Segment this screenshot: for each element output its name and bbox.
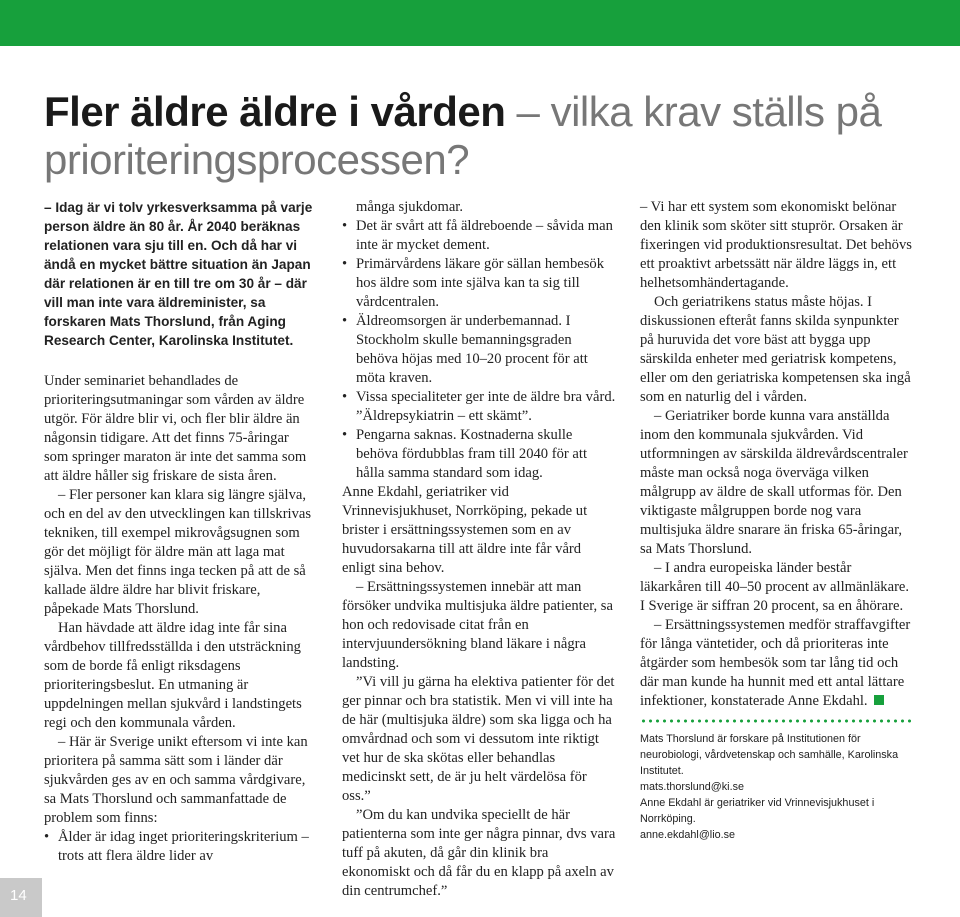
body-paragraph: Anne Ekdahl, geriatriker vid Vrinnevisjukhuset, Norrköping, pekade ut brister i ersättningssystemen som en av huvudorsakarna till att äldre inte får vård enligt sina behov. — [342, 484, 588, 576]
bio-thorslund: Mats Thorslund är forskare på Institutionen för neurobiologi, vårdvetenskap och samhälle, Karolinska Institutet. — [640, 733, 899, 777]
problem-list — [44, 828, 316, 866]
body-paragraph: Under seminariet behandlades de prioriteringsutmaningar som vården av äldre utgör. För äldre blir vi, och fler blir äldre än någonsin tidigare. Att det finns 75-åringar som springer maraton är inte det samma som att äldre håller sig friskare de sista åren. — [44, 373, 307, 484]
list-item: • Vissa specialiteter ger inte de äldre bra vård. ”Äldrepsykiatrin – ett skämt”. — [342, 388, 616, 426]
closing-text: – Ersättningssystemen medför straffavgifter för långa väntetider, och då prioriteras inte åtgärder som hembesök som tar lång tid och där man kunde ha hunnit med ett antal lättare infektioner, konstaterade Anne Ekdahl. — [640, 617, 911, 709]
column-3 — [640, 198, 912, 843]
body-paragraph: – Geriatriker borde kunna vara anställda inom den kommunala sjukvården. Vid utformningen av särskilda äldrevårdscentraler måste man också noga överväga vilken målgrupp av äldre de skall utformas för. Den viktigaste målgruppen borde nog vara multisjuka äldre snarare än friska 65-åringar, sa Mats Thorslund. — [640, 408, 908, 557]
email-thorslund: mats.thorslund@ki.se — [640, 781, 744, 793]
column-1 — [44, 198, 316, 866]
top-green-band — [0, 0, 960, 46]
list-item: • Äldreomsorgen är underbemannad. I Stockholm skulle bemanningsgraden behöva höjas med 10–20 procent för att möta kraven. — [342, 312, 616, 388]
list-item: • Primärvårdens läkare gör sällan hembesök hos äldre som inte själva kan ta sig till vårdcentralen. — [342, 255, 616, 312]
title-subtitle: – vilka krav ställs på prioriteringsprocessen? — [44, 88, 882, 183]
list-item: • Det är svårt att få äldreboende – såvida man inte är mycket dement. — [342, 217, 616, 255]
lead-paragraph: – Idag är vi tolv yrkesverksamma på varje person äldre än 80 år. År 2040 beräknas relationen vara sju till en. Och då har vi ändå en mycket bättre situation än Japan där relationen är en till tre om 30 år – där vill man inte vara äldreminister, sa forskaren Mats Thorslund, från Aging Research Center, Karolinska Institutet. — [44, 200, 313, 348]
body-paragraph — [640, 616, 912, 711]
end-square-icon — [874, 695, 884, 705]
body-paragraph: – Här är Sverige unikt eftersom vi inte kan prioritera på samma sätt som i länder där sjukvården ges av en och samma vårdgivare, sa Mats Thorslund och sammanfattade de problem som finns: — [44, 734, 308, 826]
body-paragraph: – I andra europeiska länder består läkarkåren till 40–50 procent av allmänläkare. I Sverige är siffran 20 procent, sa en åhörare. — [640, 560, 910, 614]
title-main: Fler äldre äldre i vården — [44, 88, 506, 135]
email-ekdahl: anne.ekdahl@lio.se — [640, 829, 735, 841]
column-2 — [342, 198, 616, 901]
body-paragraph: Och geriatrikens status måste höjas. I diskussionen efteråt fanns skilda synpunkter på huruvida det vore bäst att bygga upp särskilda enheter med geriatrisk kompetens, eller om den geriatriska kompetensen ska ingå som en naturlig del i vården. — [640, 294, 911, 405]
bio-ekdahl: Anne Ekdahl är geriatriker vid Vrinnevisjukhuset i Norrköping. — [640, 797, 875, 825]
body-paragraph: – Vi har ett system som ekonomiskt belönar den klinik som sköter sitt stuprör. Orsaken är fixeringen vid produktionsresultat. Det behövs ett proaktivt arbetssätt när äldre läggs in, ett helhetsomhändertagande. — [640, 199, 912, 291]
list-item-continuation: många sjukdomar. — [356, 199, 464, 215]
quote-paragraph: ”Vi vill ju gärna ha elektiva patienter för det ger pinnar och bra statistik. Men vi vill inte ha de här (multisjuka äldre) som ska ligga och ha omvårdnad och som vi dessutom inte riktigt vet hur de ska skötas eller behandlas medicinskt sett, de är ju helt värdelösa för oss.” — [342, 674, 615, 804]
quote-paragraph: ”Om du kan undvika speciellt de här patienterna som inte ger några pinnar, dvs vara tuff på akuten, då går din klinik bra ekonomiskt och då får du en klapp på axeln av din centrumchef.” — [342, 807, 616, 899]
body-paragraph: Han hävdade att äldre idag inte får sina vårdbehov tillfredsställda i den utsträckning som de borde få enligt riksdagens prioriteringsbeslut. En utmaning är uppdelningen mellan sjukvård i landstingets regi och den kommunala vården. — [44, 620, 302, 731]
problem-list — [342, 217, 616, 483]
body-paragraph: – Fler personer kan klara sig längre själva, och en del av den utvecklingen kan tillskrivas tekniken, till exempel mikrovågsugnen som gör det möjligt för äldre män att laga mat själva. Men det finns inga tecken på att de så kallade äldre äldre har blivit friskare, påpekade Mats Thorslund. — [44, 487, 312, 617]
page-number: 14 — [10, 887, 27, 904]
author-bios — [640, 731, 912, 843]
article-title — [44, 88, 924, 184]
list-item: • Pengarna saknas. Kostnaderna skulle behöva fördubblas fram till 2040 för att hålla samma standard som idag. — [342, 426, 616, 483]
list-item: • Ålder är idag inget prioriteringskriterium – trots att flera äldre lider av — [44, 828, 316, 866]
body-paragraph: – Ersättningssystemen innebär att man försöker undvika multisjuka äldre patienter, sa hon och redovisade citat från en intervjuundersökning bland läkare i några landsting. — [342, 579, 613, 671]
dotted-divider — [640, 719, 912, 723]
